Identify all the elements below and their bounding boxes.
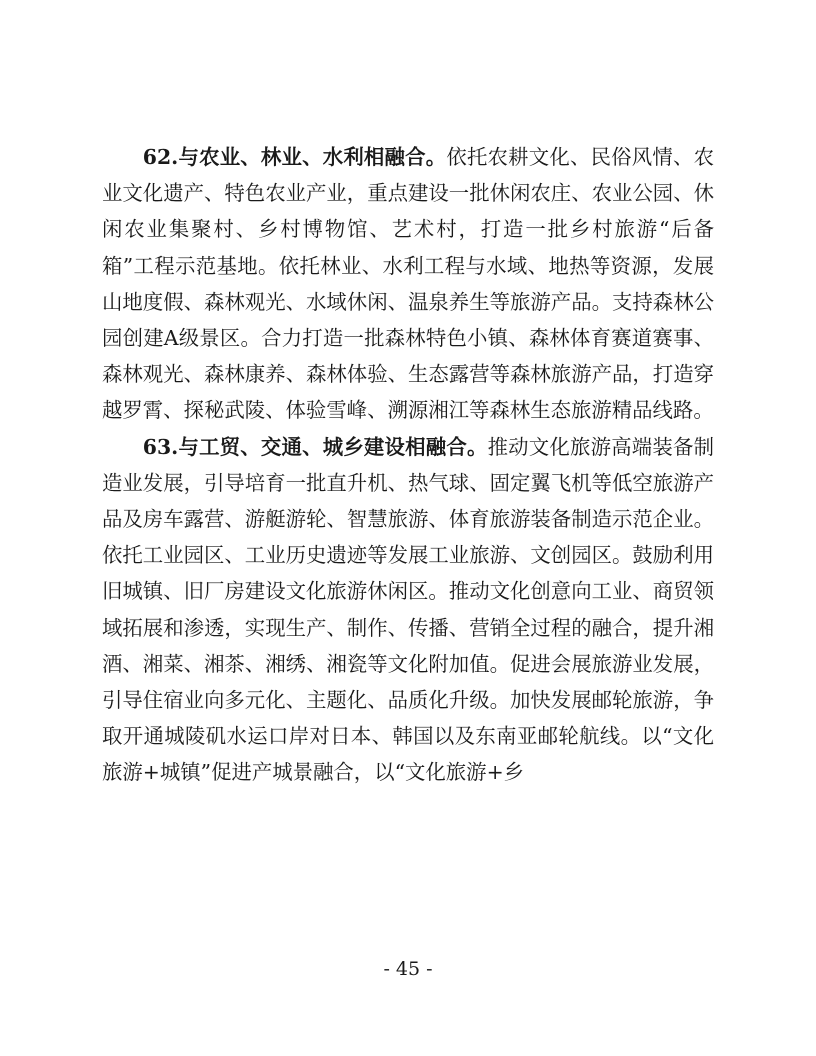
document-body — [102, 139, 714, 791]
section-63-body: 推动文化旅游高端装备制造业发展，引导培育一批直升机、热气球、固定翼飞机等低空旅游产品及房车露营、游艇游轮、智慧旅游、体育旅游装备制造示范企业。依托工业园区、工业历史遗迹等发展工业旅游、文创园区。鼓励利用旧城镇、旧厂房建设文化旅游休闲区。推动文化创意向工业、商贸领域拓展和渗透，实现生产、制作、传播、营销全过程的融合，提升湘酒、湘菜、湘茶、湘绣、湘瓷等文化附加值。促进会展旅游业发展，引导住宿业向多元化、主题化、品质化升级。加快发展邮轮旅游，争取开通城陵矶水运口岸对日本、韩国以及东南亚邮轮航线。以“文化旅游+城镇”促进产城景融合，以“文化旅游+乡 — [102, 434, 714, 785]
section-62-body: 依托农耕文化、民俗风情、农业文化遗产、特色农业产业，重点建设一批休闲农庄、农业公园、休闲农业集聚村、乡村博物馆、艺术村，打造一批乡村旅游“后备箱”工程示范基地。依托林业、水利工程与水域、地热等资源，发展山地度假、森林观光、水域休闲、温泉养生等旅游产品。支持森林公园创建A级景区。合力打造一批森林特色小镇、森林体育赛道赛事、森林观光、森林康养、森林体验、生态露营等森林旅游产品，打造穿越罗霄、探秘武陵、体验雪峰、溯源湘江等森林生态旅游精品线路。 — [102, 145, 714, 423]
section-62-heading: 62.与农业、林业、水利相融合。 — [142, 145, 447, 169]
section-62-paragraph — [102, 139, 714, 429]
section-63-paragraph — [102, 429, 714, 791]
page-number: - 45 - — [383, 958, 433, 980]
section-63-heading: 63.与工贸、交通、城乡建设相融合。 — [142, 434, 488, 459]
